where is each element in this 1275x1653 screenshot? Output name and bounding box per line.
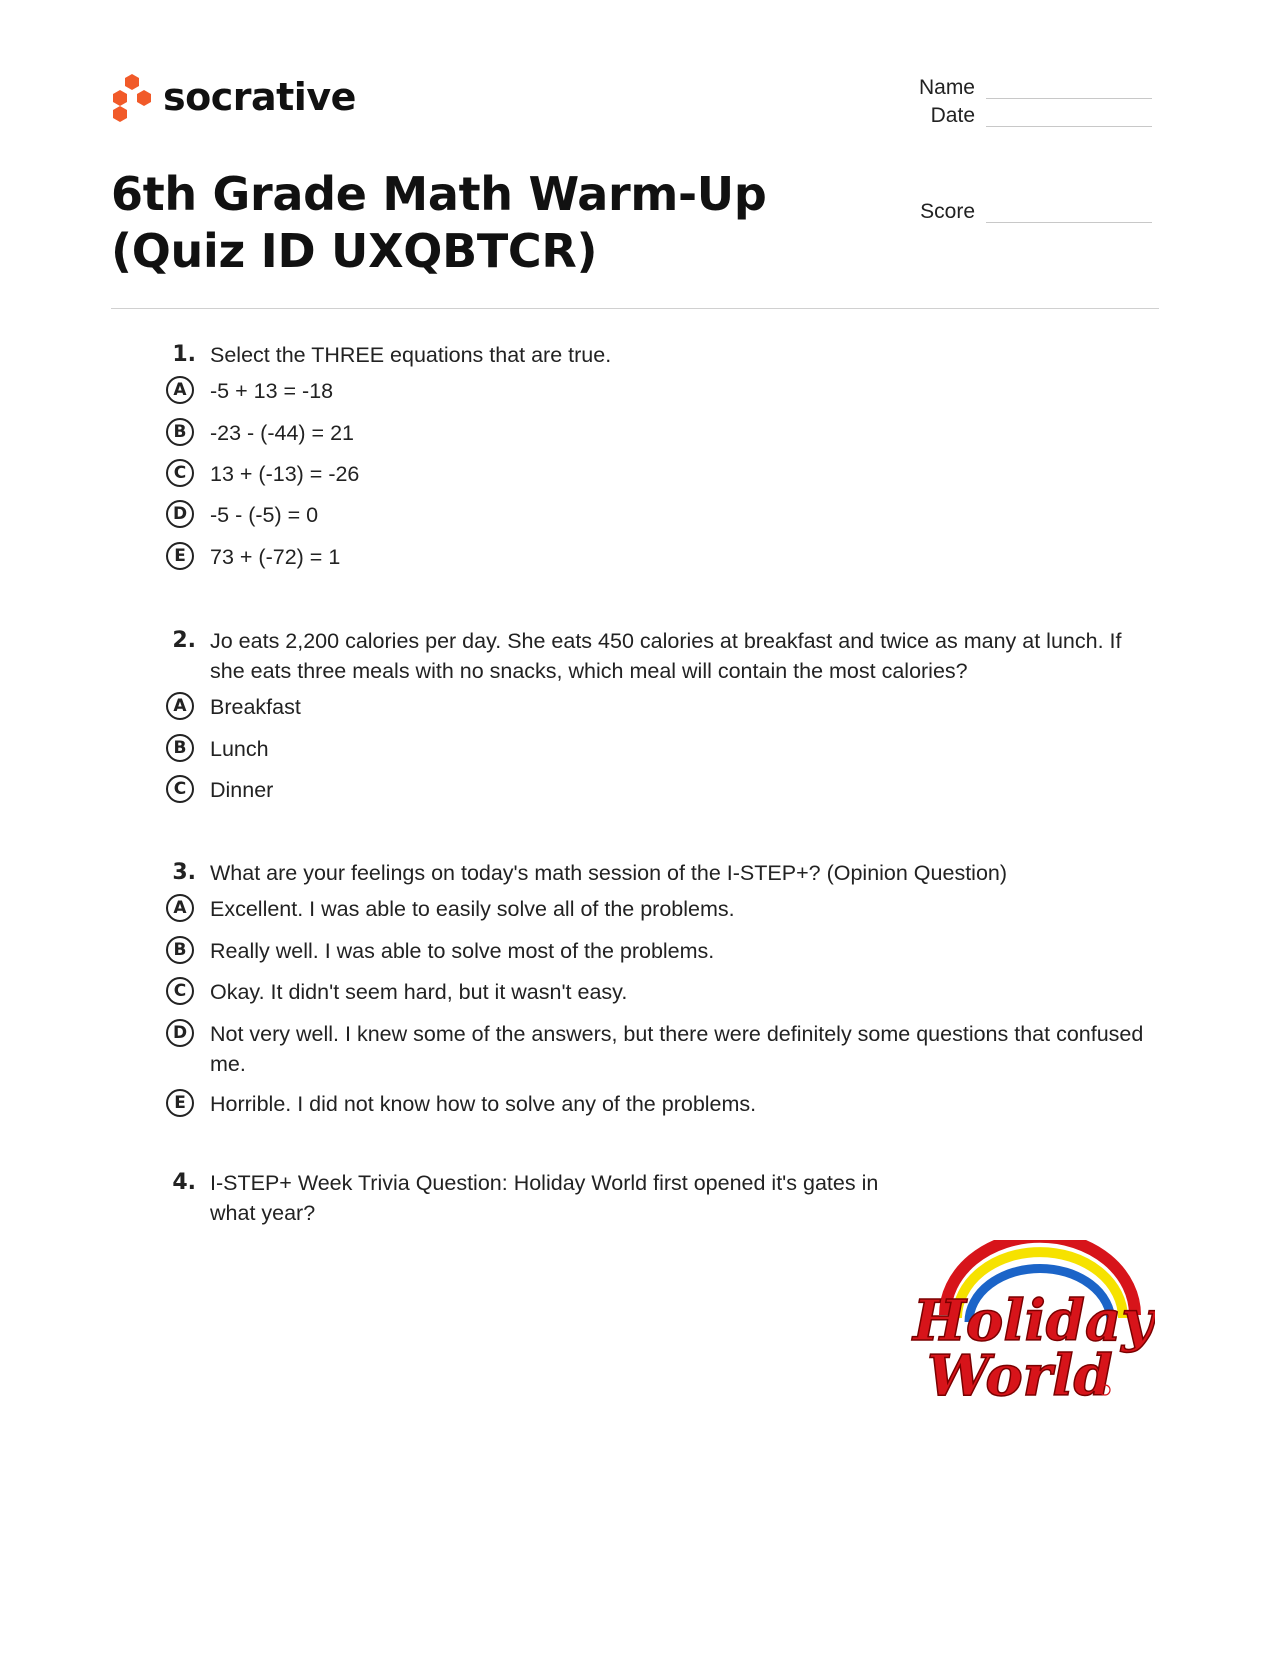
question-number: 4. <box>172 1170 196 1195</box>
option-text: Excellent. I was able to easily solve all of the problems. <box>210 897 735 921</box>
option-text: Okay. It didn't seem hard, but it wasn't easy. <box>210 980 628 1004</box>
option-text: Breakfast <box>210 695 301 719</box>
answer-option[interactable] <box>160 977 1150 1007</box>
option-text: Lunch <box>210 737 269 761</box>
name-line[interactable] <box>986 98 1152 99</box>
question-text: What are your feelings on today's math session of the I-STEP+? (Opinion Question) <box>210 861 1008 885</box>
question-number: 3. <box>172 860 196 885</box>
question-header <box>160 626 1150 686</box>
answer-option[interactable] <box>160 775 1150 805</box>
question-number: 1. <box>172 342 196 367</box>
date-label: Date <box>930 104 975 127</box>
answer-option[interactable] <box>160 936 1150 966</box>
option-letter-badge[interactable]: C <box>166 459 194 487</box>
question-3 <box>160 858 1150 1119</box>
option-text: Dinner <box>210 778 274 802</box>
question-text: Jo eats 2,200 calories per day. She eats 450 calories at breakfast and twice as many at lunch. If she eats three meals with no snacks, which meal will contain the most calories? <box>210 629 1122 683</box>
option-text: -5 - (-5) = 0 <box>210 503 319 527</box>
answer-option[interactable] <box>160 500 1150 530</box>
date-line[interactable] <box>986 126 1152 127</box>
answer-option[interactable] <box>160 418 1150 448</box>
question-text: Select the THREE equations that are true. <box>210 343 612 367</box>
question-2 <box>160 626 1150 805</box>
option-letter-badge[interactable]: B <box>166 734 194 762</box>
option-letter-badge[interactable]: A <box>166 692 194 720</box>
holiday-text: Holiday <box>913 1288 1154 1354</box>
score-label: Score <box>920 200 975 223</box>
option-letter-badge[interactable]: C <box>166 977 194 1005</box>
option-letter-badge[interactable]: A <box>166 376 194 404</box>
answer-option[interactable] <box>160 734 1150 764</box>
date-field[interactable] <box>880 104 1160 132</box>
world-text: World <box>927 1343 1113 1409</box>
score-line[interactable] <box>986 222 1152 223</box>
score-field[interactable] <box>880 200 1160 228</box>
answer-option[interactable] <box>160 542 1150 572</box>
answer-option[interactable] <box>160 376 1150 406</box>
socrative-logo <box>111 72 356 122</box>
option-letter-badge[interactable]: E <box>166 1089 194 1117</box>
question-header <box>160 858 1150 888</box>
option-text: Horrible. I did not know how to solve any of the problems. <box>210 1092 757 1116</box>
option-letter-badge[interactable]: E <box>166 542 194 570</box>
option-letter-badge[interactable]: B <box>166 936 194 964</box>
name-field[interactable] <box>880 76 1160 104</box>
question-header <box>160 1168 880 1228</box>
option-letter-badge[interactable]: A <box>166 894 194 922</box>
option-text: -5 + 13 = -18 <box>210 379 334 403</box>
brand-name: socrative <box>163 75 356 119</box>
holiday-world-logo <box>905 1240 1155 1410</box>
page-title: 6th Grade Math Warm-Up (Quiz ID UXQBTCR) <box>111 167 767 278</box>
header-divider <box>111 308 1159 309</box>
option-text: Really well. I was able to solve most of the problems. <box>210 939 715 963</box>
option-text: -23 - (-44) = 21 <box>210 421 354 445</box>
option-text: 13 + (-13) = -26 <box>210 462 360 486</box>
question-text: I-STEP+ Week Trivia Question: Holiday World first opened it's gates in what year? <box>210 1171 879 1225</box>
option-letter-badge[interactable]: B <box>166 418 194 446</box>
question-4 <box>160 1168 880 1228</box>
name-label: Name <box>918 76 975 99</box>
answer-option[interactable] <box>160 459 1150 489</box>
option-letter-badge[interactable]: D <box>166 1019 194 1047</box>
question-header <box>160 340 1150 370</box>
answer-option[interactable] <box>160 1089 1150 1119</box>
option-text: 73 + (-72) = 1 <box>210 545 341 569</box>
question-number: 2. <box>172 628 196 653</box>
holiday-world-logo-icon <box>905 1240 1155 1410</box>
hexagon-cluster-icon <box>111 72 153 122</box>
answer-option[interactable] <box>160 1019 1150 1079</box>
option-letter-badge[interactable]: D <box>166 500 194 528</box>
option-letter-badge[interactable]: C <box>166 775 194 803</box>
answer-option[interactable] <box>160 692 1150 722</box>
answer-option[interactable] <box>160 894 1150 924</box>
question-1 <box>160 340 1150 572</box>
option-text: Not very well. I knew some of the answers, but there were definitely some questions that confused me. <box>210 1022 1144 1076</box>
